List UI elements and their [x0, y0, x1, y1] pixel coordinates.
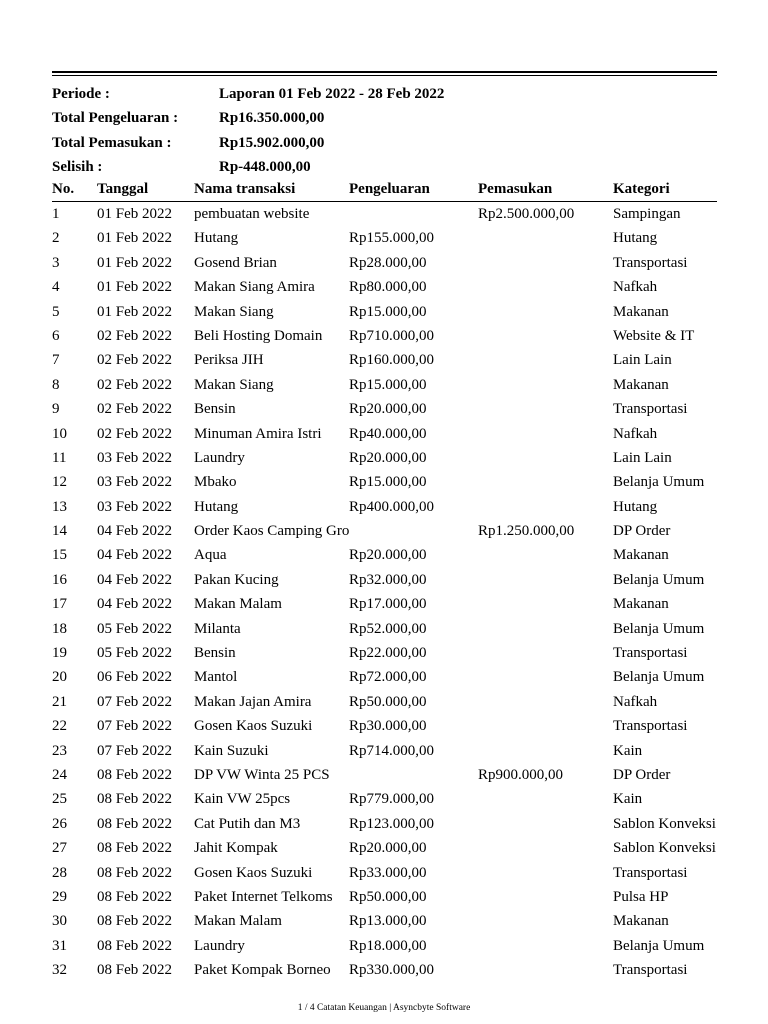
summary-total-pemasukan — [52, 131, 717, 155]
cell-tanggal: 08 Feb 2022 — [97, 913, 172, 930]
cell-tanggal: 08 Feb 2022 — [97, 864, 172, 881]
cell-kategori: Transportasi — [613, 254, 688, 271]
cell-nama-transaksi: Paket Internet Telkoms — [194, 888, 333, 905]
cell-tanggal: 04 Feb 2022 — [97, 596, 172, 613]
cell-nama-transaksi: Bensin — [194, 401, 236, 418]
cell-nama-transaksi: Aqua — [194, 547, 227, 564]
cell-kategori: Sampingan — [613, 206, 681, 222]
cell-kategori: Belanja Umum — [613, 571, 705, 588]
table-row — [52, 422, 732, 446]
header-kategori: Kategori — [613, 181, 670, 197]
cell-nama-transaksi: Gosend Brian — [194, 254, 277, 271]
cell-tanggal: 02 Feb 2022 — [97, 327, 172, 344]
cell-tanggal: 05 Feb 2022 — [97, 620, 172, 637]
cell-kategori: Nafkah — [613, 425, 658, 442]
cell-kategori: Transportasi — [613, 401, 688, 418]
cell-tanggal: 02 Feb 2022 — [97, 425, 172, 442]
cell-no: 4 — [52, 279, 60, 296]
cell-no: 3 — [52, 254, 60, 271]
table-header — [52, 178, 717, 202]
cell-pengeluaran: Rp15.000,00 — [349, 474, 427, 491]
cell-pengeluaran: Rp123.000,00 — [349, 815, 435, 832]
cell-nama-transaksi: Makan Malam — [194, 596, 282, 613]
cell-kategori: Transportasi — [613, 864, 688, 881]
cell-pengeluaran: Rp32.000,00 — [349, 571, 427, 588]
periode-value: Laporan 01 Feb 2022 - 28 Feb 2022 — [219, 86, 445, 102]
periode-label: Periode : — [52, 86, 110, 102]
header-pemasukan: Pemasukan — [478, 181, 553, 197]
cell-pengeluaran: Rp50.000,00 — [349, 693, 427, 710]
cell-nama-transaksi: pembuatan website — [194, 206, 310, 222]
cell-no: 23 — [52, 742, 67, 759]
cell-tanggal: 03 Feb 2022 — [97, 474, 172, 491]
cell-tanggal: 02 Feb 2022 — [97, 401, 172, 418]
table-row — [52, 519, 732, 543]
cell-kategori: Kain — [613, 742, 643, 759]
cell-nama-transaksi: Mbako — [194, 474, 237, 491]
table-row — [52, 812, 732, 836]
cell-pemasukan: Rp900.000,00 — [478, 766, 564, 783]
cell-pengeluaran: Rp15.000,00 — [349, 303, 427, 320]
cell-kategori: Makanan — [613, 303, 669, 320]
pengeluaran-value: Rp16.350.000,00 — [219, 110, 325, 127]
table-row — [52, 836, 732, 860]
cell-kategori: Kain — [613, 791, 643, 808]
summary-selisih — [52, 155, 717, 179]
cell-nama-transaksi: Gosen Kaos Suzuki — [194, 864, 313, 881]
cell-no: 27 — [52, 840, 67, 857]
table-row — [52, 324, 732, 348]
cell-pengeluaran: Rp18.000,00 — [349, 937, 427, 954]
table-row — [52, 373, 732, 397]
table-row — [52, 665, 732, 689]
cell-kategori: Hutang — [613, 498, 658, 515]
cell-kategori: Makanan — [613, 376, 669, 393]
cell-no: 32 — [52, 962, 67, 979]
cell-nama-transaksi: Order Kaos Camping Gro — [194, 523, 350, 540]
header-tanggal: Tanggal — [97, 181, 149, 197]
cell-pengeluaran: Rp160.000,00 — [349, 352, 435, 369]
cell-kategori: Belanja Umum — [613, 620, 705, 637]
header-no: No. — [52, 181, 75, 197]
cell-nama-transaksi: Jahit Kompak — [194, 840, 278, 857]
cell-kategori: Transportasi — [613, 645, 688, 662]
cell-nama-transaksi: Hutang — [194, 230, 239, 247]
cell-kategori: Nafkah — [613, 693, 658, 710]
table-row — [52, 397, 732, 421]
cell-pengeluaran: Rp72.000,00 — [349, 669, 427, 686]
cell-no: 15 — [52, 547, 67, 564]
cell-kategori: Belanja Umum — [613, 474, 705, 491]
cell-kategori: Makanan — [613, 547, 669, 564]
table-row — [52, 251, 732, 275]
cell-tanggal: 06 Feb 2022 — [97, 669, 172, 686]
selisih-value: Rp-448.000,00 — [219, 158, 311, 175]
table-row — [52, 909, 732, 933]
table-row — [52, 568, 732, 592]
cell-no: 7 — [52, 352, 60, 369]
cell-nama-transaksi: Paket Kompak Borneo — [194, 962, 331, 979]
cell-no: 16 — [52, 571, 67, 588]
cell-tanggal: 03 Feb 2022 — [97, 498, 172, 515]
cell-no: 26 — [52, 815, 67, 832]
report-summary — [52, 82, 717, 179]
pemasukan-label: Total Pemasukan : — [52, 134, 172, 151]
cell-no: 5 — [52, 303, 60, 320]
cell-pengeluaran: Rp17.000,00 — [349, 596, 427, 613]
cell-tanggal: 08 Feb 2022 — [97, 937, 172, 954]
cell-nama-transaksi: Kain Suzuki — [194, 742, 269, 759]
cell-kategori: DP Order — [613, 523, 671, 540]
cell-no: 22 — [52, 718, 67, 735]
cell-no: 21 — [52, 693, 67, 710]
cell-nama-transaksi: DP VW Winta 25 PCS — [194, 766, 330, 783]
table-row — [52, 958, 732, 982]
cell-tanggal: 07 Feb 2022 — [97, 693, 172, 710]
cell-tanggal: 01 Feb 2022 — [97, 303, 172, 320]
cell-no: 2 — [52, 230, 60, 247]
summary-total-pengeluaran — [52, 106, 717, 130]
cell-pengeluaran: Rp52.000,00 — [349, 620, 427, 637]
cell-pengeluaran: Rp50.000,00 — [349, 888, 427, 905]
header-pengeluaran: Pengeluaran — [349, 181, 430, 197]
table-row — [52, 690, 732, 714]
cell-kategori: Pulsa HP — [613, 888, 669, 905]
cell-kategori: Lain Lain — [613, 449, 672, 466]
cell-kategori: Sablon Konveksi — [613, 815, 716, 832]
cell-kategori: Hutang — [613, 230, 658, 247]
cell-no: 31 — [52, 937, 67, 954]
cell-no: 18 — [52, 620, 67, 637]
cell-pengeluaran: Rp714.000,00 — [349, 742, 435, 759]
cell-nama-transaksi: Cat Putih dan M3 — [194, 815, 301, 832]
cell-nama-transaksi: Periksa JIH — [194, 352, 264, 369]
cell-tanggal: 02 Feb 2022 — [97, 352, 172, 369]
cell-pengeluaran: Rp20.000,00 — [349, 401, 427, 418]
cell-no: 1 — [52, 206, 60, 222]
cell-nama-transaksi: Makan Siang — [194, 303, 274, 320]
cell-pengeluaran: Rp13.000,00 — [349, 913, 427, 930]
cell-no: 11 — [52, 449, 67, 466]
table-row — [52, 348, 732, 372]
cell-pengeluaran: Rp779.000,00 — [349, 791, 435, 808]
cell-no: 14 — [52, 523, 67, 540]
cell-kategori: Transportasi — [613, 962, 688, 979]
cell-no: 9 — [52, 401, 60, 418]
table-row — [52, 641, 732, 665]
cell-no: 30 — [52, 913, 67, 930]
cell-no: 13 — [52, 498, 67, 515]
page-footer: 1 / 4 Catatan Keuangan | Asyncbyte Software — [297, 1003, 471, 1013]
cell-pengeluaran: Rp710.000,00 — [349, 327, 435, 344]
cell-nama-transaksi: Gosen Kaos Suzuki — [194, 718, 313, 735]
cell-pengeluaran: Rp155.000,00 — [349, 230, 435, 247]
cell-kategori: Lain Lain — [613, 352, 672, 369]
cell-tanggal: 01 Feb 2022 — [97, 206, 172, 222]
cell-nama-transaksi: Pakan Kucing — [194, 571, 279, 588]
cell-pengeluaran: Rp40.000,00 — [349, 425, 427, 442]
cell-tanggal: 04 Feb 2022 — [97, 547, 172, 564]
table-row — [52, 446, 732, 470]
table-row — [52, 275, 732, 299]
cell-pengeluaran: Rp15.000,00 — [349, 376, 427, 393]
table-row — [52, 592, 732, 616]
cell-nama-transaksi: Makan Siang Amira — [194, 279, 315, 296]
cell-tanggal: 08 Feb 2022 — [97, 815, 172, 832]
cell-nama-transaksi: Mantol — [194, 669, 238, 686]
cell-kategori: DP Order — [613, 766, 671, 783]
summary-periode — [52, 82, 717, 106]
cell-pemasukan: Rp1.250.000,00 — [478, 523, 575, 540]
cell-tanggal: 04 Feb 2022 — [97, 571, 172, 588]
cell-pengeluaran: Rp80.000,00 — [349, 279, 427, 296]
cell-pemasukan: Rp2.500.000,00 — [478, 206, 575, 222]
table-row — [52, 739, 732, 763]
cell-tanggal: 08 Feb 2022 — [97, 791, 172, 808]
cell-nama-transaksi: Makan Malam — [194, 913, 282, 930]
cell-tanggal: 04 Feb 2022 — [97, 523, 172, 540]
cell-tanggal: 08 Feb 2022 — [97, 766, 172, 783]
table-row — [52, 543, 732, 567]
cell-pengeluaran: Rp22.000,00 — [349, 645, 427, 662]
cell-pengeluaran: Rp28.000,00 — [349, 254, 427, 271]
cell-pengeluaran: Rp33.000,00 — [349, 864, 427, 881]
pengeluaran-label: Total Pengeluaran : — [52, 110, 179, 127]
table-row — [52, 495, 732, 519]
cell-tanggal: 01 Feb 2022 — [97, 254, 172, 271]
table-row — [52, 470, 732, 494]
cell-nama-transaksi: Milanta — [194, 620, 241, 637]
table-row — [52, 861, 732, 885]
cell-nama-transaksi: Bensin — [194, 645, 236, 662]
top-rule-thin — [52, 75, 717, 76]
cell-no: 20 — [52, 669, 67, 686]
cell-no: 17 — [52, 596, 67, 613]
cell-kategori: Belanja Umum — [613, 669, 705, 686]
table-row — [52, 300, 732, 324]
cell-no: 19 — [52, 645, 67, 662]
table-row — [52, 763, 732, 787]
cell-no: 28 — [52, 864, 67, 881]
table-row — [52, 617, 732, 641]
cell-nama-transaksi: Makan Jajan Amira — [194, 693, 312, 710]
cell-tanggal: 05 Feb 2022 — [97, 645, 172, 662]
table-row — [52, 885, 732, 909]
selisih-label: Selisih : — [52, 158, 103, 175]
cell-nama-transaksi: Minuman Amira Istri — [194, 425, 322, 442]
cell-kategori: Sablon Konveksi — [613, 840, 716, 857]
cell-nama-transaksi: Laundry — [194, 937, 245, 954]
cell-tanggal: 07 Feb 2022 — [97, 718, 172, 735]
cell-pengeluaran: Rp20.000,00 — [349, 547, 427, 564]
transaction-table-body — [52, 202, 732, 983]
cell-no: 10 — [52, 425, 67, 442]
table-row — [52, 714, 732, 738]
cell-tanggal: 08 Feb 2022 — [97, 840, 172, 857]
header-nama-transaksi: Nama transaksi — [194, 181, 296, 197]
cell-no: 6 — [52, 327, 60, 344]
cell-no: 24 — [52, 766, 67, 783]
top-rule-thick — [52, 71, 717, 73]
cell-tanggal: 08 Feb 2022 — [97, 962, 172, 979]
cell-no: 25 — [52, 791, 67, 808]
cell-tanggal: 08 Feb 2022 — [97, 888, 172, 905]
cell-kategori: Website & IT — [613, 327, 695, 344]
cell-no: 8 — [52, 376, 60, 393]
cell-nama-transaksi: Beli Hosting Domain — [194, 327, 323, 344]
cell-kategori: Transportasi — [613, 718, 688, 735]
table-row — [52, 787, 732, 811]
cell-no: 29 — [52, 888, 67, 905]
cell-pengeluaran: Rp20.000,00 — [349, 840, 427, 857]
cell-kategori: Makanan — [613, 913, 669, 930]
table-row — [52, 934, 732, 958]
cell-tanggal: 01 Feb 2022 — [97, 230, 172, 247]
cell-kategori: Nafkah — [613, 279, 658, 296]
cell-tanggal: 01 Feb 2022 — [97, 279, 172, 296]
cell-nama-transaksi: Kain VW 25pcs — [194, 791, 291, 808]
cell-pengeluaran: Rp20.000,00 — [349, 449, 427, 466]
cell-tanggal: 03 Feb 2022 — [97, 449, 172, 466]
cell-nama-transaksi: Hutang — [194, 498, 239, 515]
cell-kategori: Makanan — [613, 596, 669, 613]
cell-tanggal: 02 Feb 2022 — [97, 376, 172, 393]
table-row — [52, 226, 732, 250]
cell-pengeluaran: Rp30.000,00 — [349, 718, 427, 735]
pemasukan-value: Rp15.902.000,00 — [219, 134, 325, 151]
cell-nama-transaksi: Makan Siang — [194, 376, 274, 393]
cell-no: 12 — [52, 474, 67, 491]
table-row — [52, 202, 732, 226]
cell-pengeluaran: Rp400.000,00 — [349, 498, 435, 515]
cell-pengeluaran: Rp330.000,00 — [349, 962, 435, 979]
cell-nama-transaksi: Laundry — [194, 449, 245, 466]
cell-kategori: Belanja Umum — [613, 937, 705, 954]
cell-tanggal: 07 Feb 2022 — [97, 742, 172, 759]
